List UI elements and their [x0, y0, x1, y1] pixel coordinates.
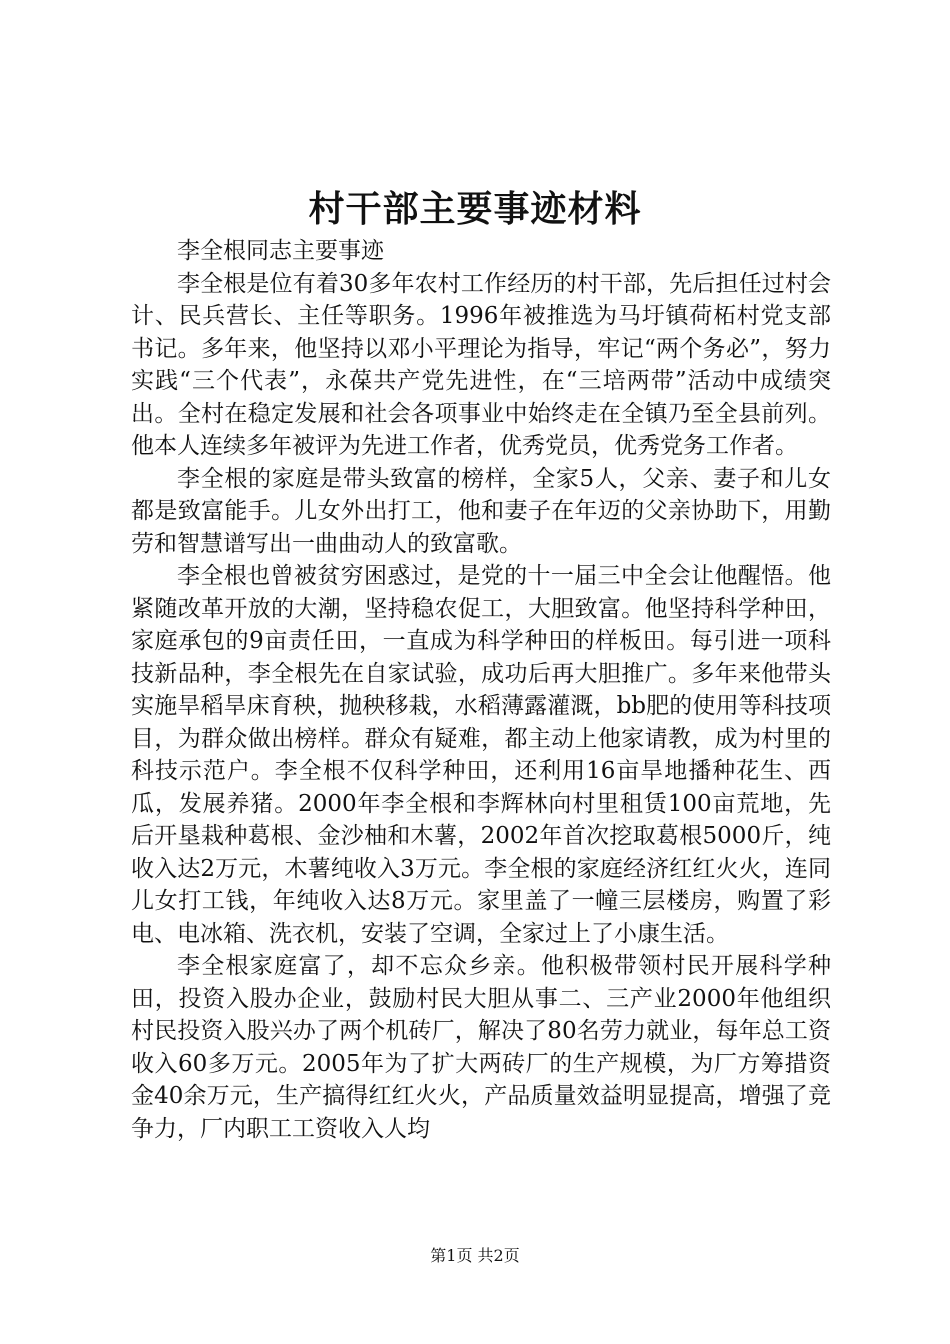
paragraph: 李全根家庭富了，却不忘众乡亲。他积极带领村民开展科学种田，投资入股办企业，鼓励村民大胆从事二、三产业2000年他组织村民投资入股兴办了两个机砖厂，解决了80名劳力就业，每年总工资收入60多万元。2005年为了扩大两砖厂的生产规模，为厂方筹措资金40余万元，生产搞得红红火火，产品质量效益明显提高，增强了竞争力，厂内职工工资收入人均 — [131, 953, 831, 1142]
paragraph: 李全根的家庭是带头致富的榜样，全家5人，父亲、妻子和儿女都是致富能手。儿女外出打工，他和妻子在年迈的父亲协助下，用勤劳和智慧谱写出一曲曲动人的致富歌。 — [131, 465, 831, 557]
paragraph-heading: 李全根同志主要事迹 — [177, 238, 384, 264]
document-body — [131, 235, 831, 1145]
paragraph: 李全根也曾被贫穷困惑过，是党的十一届三中全会让他醒悟。他紧随改革开放的大潮，坚持稳农促工，大胆致富。他坚持科学种田，家庭承包的9亩责任田，一直成为科学种田的样板田。每引进一项科技新品种，李全根先在自家试验，成功后再大胆推广。多年来他带头实施旱稻旱床育秧，抛秧移栽，水稻薄露灌溉，bb肥的使用等科技项目，为群众做出榜样。群众有疑难，都主动上他家请教，成为村里的科技示范户。李全根不仅科学种田，还利用16亩旱地播种花生、西瓜，发展养猪。2000年李全根和李辉林向村里租赁100亩荒地，先后开垦栽种葛根、金沙柚和木薯，2002年首次挖取葛根5000斤，纯收入达2万元，木薯纯收入3万元。李全根的家庭经济红红火火，连同儿女打工钱，年纯收入达8万元。家里盖了一幢三层楼房，购置了彩电、电冰箱、洗衣机，安装了空调，全家过上了小康生活。 — [131, 563, 831, 947]
document-title: 村干部主要事迹材料 — [308, 188, 642, 230]
paragraph: 李全根是位有着30多年农村工作经历的村干部，先后担任过村会计、民兵营长、主任等职务。1996年被推选为马圩镇荷柘村党支部书记。多年来，他坚持以邓小平理论为指导，牢记“两个务必”，努力实践“三个代表”，永葆共产党先进性，在“三培两带”活动中成绩突出。全村在稳定发展和社会各项事业中始终走在全镇乃至全县前列。他本人连续多年被评为先进工作者，优秀党员，优秀党务工作者。 — [131, 270, 831, 459]
page-number-footer: 第1页 共2页 — [430, 1246, 520, 1265]
